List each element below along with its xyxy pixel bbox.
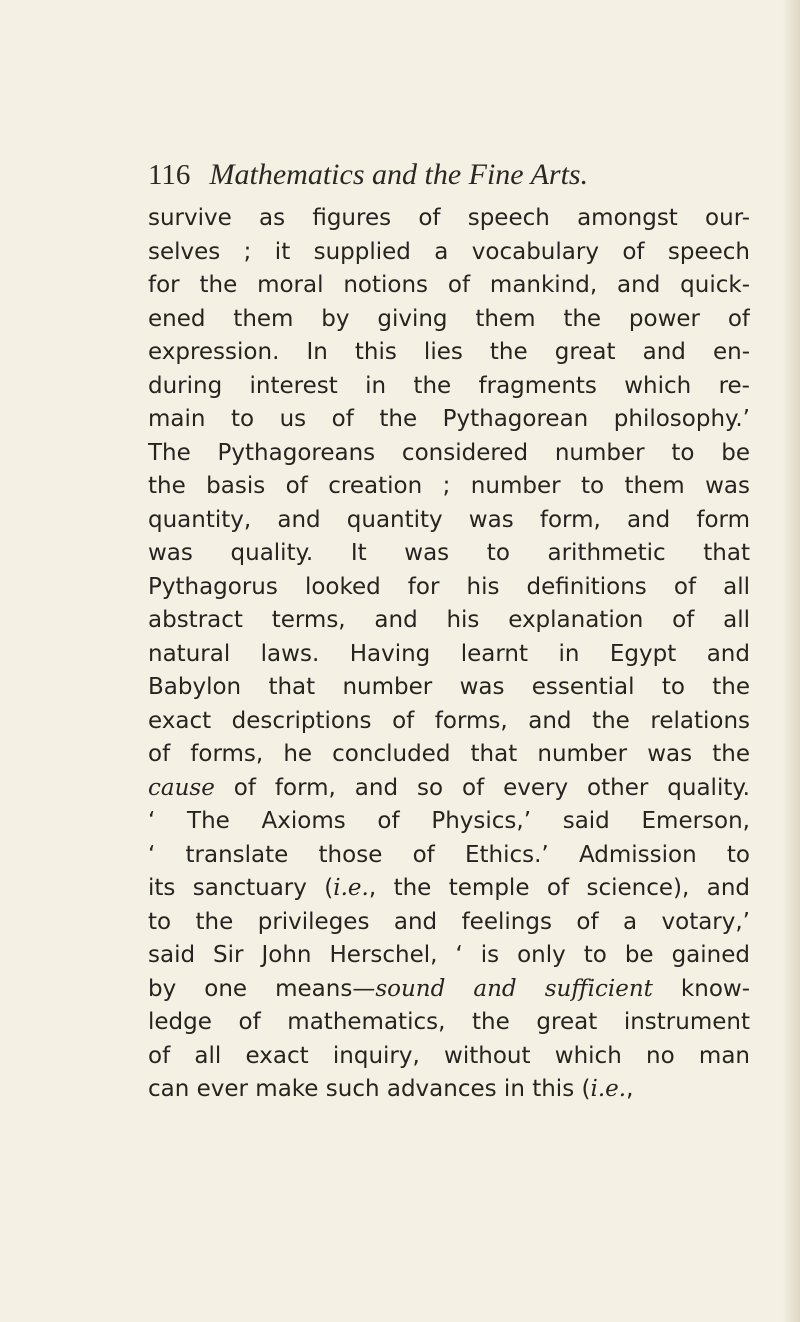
text-line: quantity, and quantity was form, and form bbox=[148, 506, 750, 533]
text-line: main to us of the Pythagorean philosophy.’ bbox=[148, 406, 750, 432]
text-line: the basis of creation ; number to them was bbox=[148, 473, 750, 499]
text-line bbox=[148, 1073, 750, 1107]
italic-text: cause bbox=[148, 774, 215, 801]
text-line: Pythagorus looked for his definitions of all bbox=[148, 573, 750, 600]
text-line: natural laws. Having learnt in Egypt and bbox=[148, 640, 750, 667]
text-line: of forms, he concluded that number was the bbox=[148, 741, 750, 767]
text-segment: , the temple of science), and bbox=[368, 875, 750, 901]
text-line: ‘ translate those of Ethics.’ Admission to bbox=[148, 841, 750, 868]
text-line: ‘ The Axioms of Physics,’ said Emerson, bbox=[148, 808, 750, 834]
italic-text: i.e. bbox=[590, 1076, 627, 1102]
text-line: of all exact inquiry, without which no man bbox=[148, 1042, 750, 1069]
text-segment: know- bbox=[652, 975, 750, 1002]
text-segment: of form, and so of every other quality. bbox=[214, 774, 750, 801]
italic-text: i.e. bbox=[333, 875, 369, 901]
text-line: was quality. It was to arithmetic that bbox=[148, 540, 750, 566]
text-line: selves ; it supplied a vocabulary of speech bbox=[148, 238, 750, 265]
page-number: 116 bbox=[148, 159, 191, 191]
text-line bbox=[148, 772, 750, 806]
text-line: ledge of mathematics, the great instrument bbox=[148, 1009, 750, 1035]
body-text bbox=[148, 202, 750, 1262]
page-header bbox=[148, 158, 748, 198]
text-line: The Pythagoreans considered number to be bbox=[148, 439, 750, 466]
text-segment: its sanctuary ( bbox=[148, 875, 334, 901]
text-line: ened them by giving them the power of bbox=[148, 305, 750, 332]
running-title: Mathematics and the Fine Arts. bbox=[209, 158, 589, 191]
page-edge-shadow bbox=[782, 0, 800, 1322]
text-segment: by one means— bbox=[148, 975, 376, 1002]
text-line: during interest in the fragments which re- bbox=[148, 372, 750, 399]
text-line: to the privileges and feelings of a votary,’ bbox=[148, 908, 750, 935]
text-line bbox=[148, 872, 750, 906]
text-line: survive as figures of speech amongst our- bbox=[148, 205, 750, 231]
text-line: said Sir John Herschel, ‘ is only to be gained bbox=[148, 942, 750, 968]
text-segment: , bbox=[626, 1076, 634, 1102]
text-line bbox=[148, 973, 750, 1007]
text-line: exact descriptions of forms, and the relations bbox=[148, 707, 750, 734]
text-segment: can ever make such advances in this ( bbox=[148, 1076, 591, 1102]
italic-text: sound and sufficient bbox=[375, 975, 653, 1002]
text-line: Babylon that number was essential to the bbox=[148, 674, 750, 700]
text-line: for the moral notions of mankind, and quick- bbox=[148, 272, 750, 298]
text-line: expression. In this lies the great and en- bbox=[148, 339, 750, 365]
text-line: abstract terms, and his explanation of all bbox=[148, 607, 750, 633]
